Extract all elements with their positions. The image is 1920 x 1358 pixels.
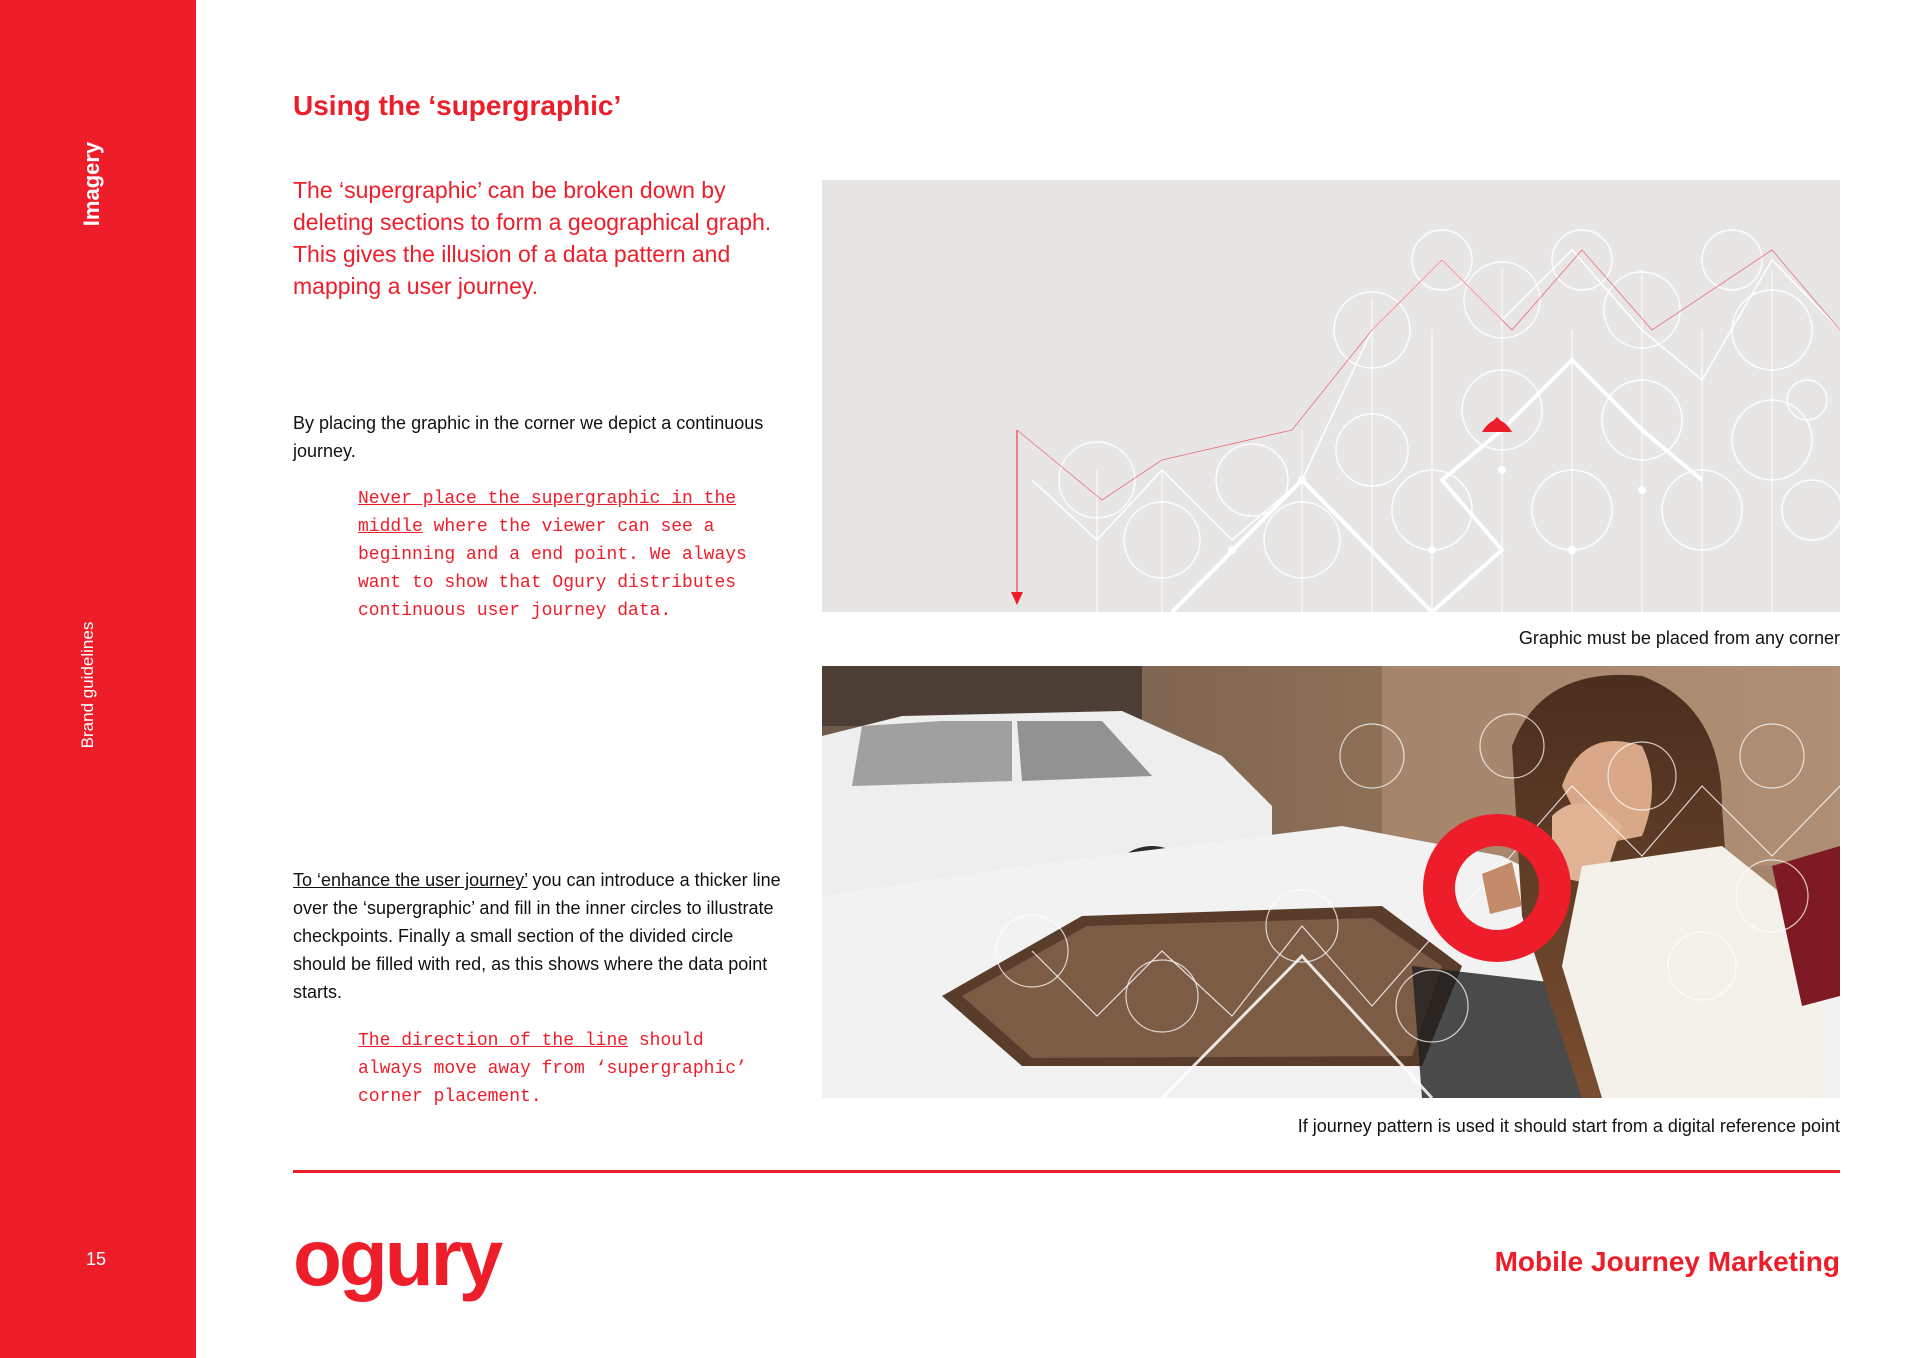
graphic-caption: Graphic must be placed from any corner bbox=[1518, 628, 1840, 648]
section-label: Imagery bbox=[79, 141, 104, 227]
page-number: 15 bbox=[86, 1249, 107, 1269]
corner-note bbox=[358, 485, 778, 625]
intro-paragraph: The ‘supergraphic’ can be broken down by deleting sections to form a geographical graph. This gives the illusion of a data pattern and mapping a user journey. bbox=[293, 177, 772, 299]
enhance-emphasis: To ‘enhance the user journey’ bbox=[293, 870, 528, 890]
direction-note-emphasis: The direction of the line bbox=[358, 1031, 629, 1051]
corner-note-text: where the viewer can see a beginning and a end point. We always want to show that Ogury distributes continuous user journey data. bbox=[358, 517, 747, 621]
page-title: Using the ‘supergraphic’ bbox=[293, 90, 622, 121]
footer-divider bbox=[293, 1170, 1840, 1173]
ogury-logo: ogury bbox=[293, 1213, 501, 1302]
direction-note-text: should always move away from ‘supergraphic’ corner placement. bbox=[358, 1031, 747, 1107]
supergraphic-example bbox=[822, 180, 1840, 612]
journey-photo bbox=[822, 666, 1840, 1098]
direction-note bbox=[358, 1027, 778, 1111]
tagline: Mobile Journey Marketing bbox=[1494, 1246, 1840, 1277]
sidebar bbox=[0, 0, 196, 1358]
enhance-text: you can introduce a thicker line over the ‘supergraphic’ and fill in the inner circles to illustrate checkpoints. Finally a small section of the divided circle should be filled with red, as this shows where the data point starts. bbox=[293, 870, 781, 1002]
enhance-paragraph bbox=[293, 866, 783, 1006]
photo-caption: If journey pattern is used it should start from a digital reference point bbox=[1297, 1116, 1840, 1136]
corner-note-emphasis: Never place the supergraphic in the middle bbox=[358, 489, 737, 537]
corner-paragraph: By placing the graphic in the corner we depict a continuous journey. bbox=[293, 413, 764, 461]
brand-guidelines-label: Brand guidelines bbox=[78, 621, 97, 749]
